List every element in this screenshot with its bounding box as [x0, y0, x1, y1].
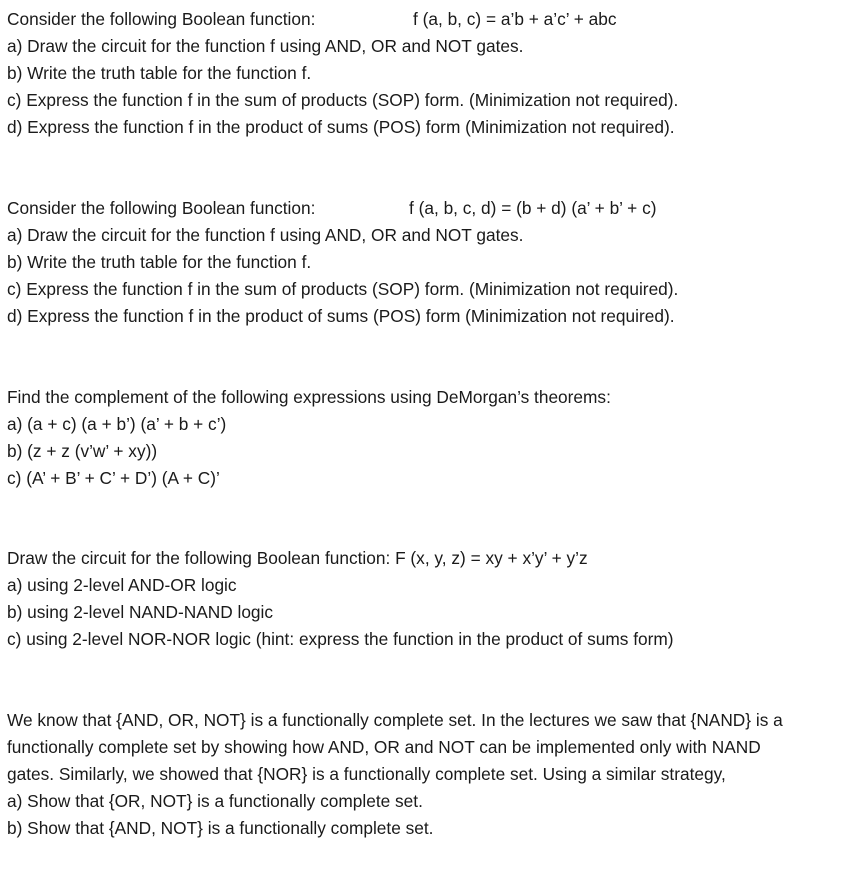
- q5-line-2: functionally complete set by showing how AND, OR and NOT can be implemented only with NAND: [7, 737, 761, 757]
- q1-part-d: d) Express the function f in the product of sums (POS) form (Minimization not required).: [7, 117, 675, 137]
- q4-intro: Draw the circuit for the following Boolean function: F (x, y, z) = xy + x’y’ + y’z: [7, 548, 588, 568]
- q4-part-c: c) using 2-level NOR-NOR logic (hint: express the function in the product of sums form): [7, 629, 674, 649]
- q1-part-c: c) Express the function f in the sum of products (SOP) form. (Minimization not required).: [7, 90, 679, 110]
- q3-part-b: b) (z + z (v’w’ + xy)): [7, 441, 158, 461]
- q1-part-a: a) Draw the circuit for the function f using AND, OR and NOT gates.: [7, 36, 524, 56]
- q4-part-a: a) using 2-level AND-OR logic: [7, 575, 237, 595]
- q2-intro-line: [7, 195, 315, 222]
- q5-line-3: gates. Similarly, we showed that {NOR} is a functionally complete set. Using a similar strategy,: [7, 764, 726, 784]
- q1-part-b: b) Write the truth table for the function f.: [7, 63, 312, 83]
- q2-intro: Consider the following Boolean function:: [7, 198, 316, 218]
- q1-intro: Consider the following Boolean function:: [7, 9, 316, 29]
- q3-intro: Find the complement of the following expressions using DeMorgan’s theorems:: [7, 387, 611, 407]
- q2-function: f (a, b, c, d) = (b + d) (a’ + b’ + c): [409, 198, 657, 218]
- q4-part-b: b) using 2-level NAND-NAND logic: [7, 602, 274, 622]
- q2-part-c: c) Express the function f in the sum of products (SOP) form. (Minimization not required).: [7, 279, 679, 299]
- q5-part-a: a) Show that {OR, NOT} is a functionally complete set.: [7, 791, 423, 811]
- q5-line-1: We know that {AND, OR, NOT} is a functionally complete set. In the lectures we saw that {NAND} is a: [7, 710, 783, 730]
- q3-part-c: c) (A’ + B’ + C’ + D’) (A + C)’: [7, 468, 220, 488]
- q2-part-b: b) Write the truth table for the function f.: [7, 252, 312, 272]
- q1-function: f (a, b, c) = a’b + a’c’ + abc: [413, 9, 617, 29]
- q2-part-a: a) Draw the circuit for the function f using AND, OR and NOT gates.: [7, 225, 524, 245]
- q1-intro-line: [7, 6, 315, 33]
- q2-part-d: d) Express the function f in the product of sums (POS) form (Minimization not required).: [7, 306, 675, 326]
- q3-part-a: a) (a + c) (a + b’) (a’ + b + c’): [7, 414, 227, 434]
- q5-part-b: b) Show that {AND, NOT} is a functionally complete set.: [7, 818, 434, 838]
